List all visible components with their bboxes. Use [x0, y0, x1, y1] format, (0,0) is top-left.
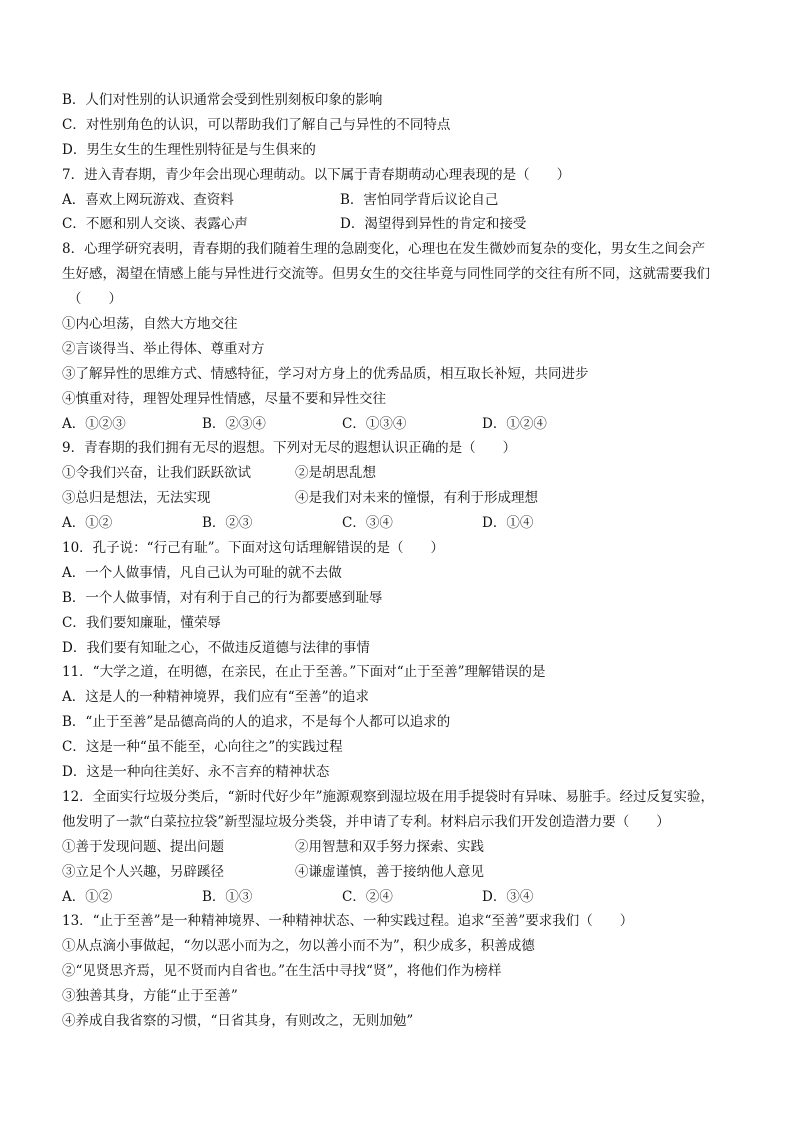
q8-statement-3: ③了解异性的思维方式、情感特征，学习对方身上的优秀品质，相互取长补短，共同进步 — [62, 365, 589, 382]
q8-option-d: D．①②④ — [482, 415, 547, 432]
q12-option-c: C．②④ — [342, 888, 393, 905]
q9-statement-3: ③总归是想法，无法实现 — [62, 490, 211, 507]
q7-option-a: A．喜欢上网玩游戏、查资料 — [62, 191, 234, 208]
q8-stem-line3: （ ） — [68, 291, 122, 308]
q11-option-d: D．这是一种向往美好、永不言弃的精神状态 — [62, 764, 330, 781]
q12-statement-3: ③立足个人兴趣，另辟蹊径 — [62, 863, 224, 880]
q8-statement-2: ②言谈得当、举止得体、尊重对方 — [62, 340, 265, 357]
q13-statement-3: ③独善其身，方能“止于至善” — [62, 988, 238, 1005]
q9-option-a: A．①② — [62, 515, 113, 532]
q13-statement-2: ②“见贤思齐焉，见不贤而内自省也。”在生活中寻找“贤”，将他们作为榜样 — [62, 963, 502, 980]
q8-option-b: B．②③④ — [202, 415, 266, 432]
q12-statement-1: ①善于发现问题、提出问题 — [62, 838, 224, 855]
q9-option-d: D．①④ — [482, 515, 534, 532]
q8-stem-line2: 生好感，渴望在情感上能与异性进行交流等。但男女生的交往毕竟与同性同学的交往有所不同，这就需要我们 — [62, 266, 710, 283]
q7-options-row2 — [62, 212, 752, 237]
q10-stem: 10．孔子说：“行己有耻”。下面对这句话理解错误的是（ ） — [62, 540, 444, 557]
q8-statement-4: ④慎重对待，理智处理异性情感，尽量不要和异性交往 — [62, 390, 386, 407]
q12-statements-row2 — [62, 860, 752, 885]
q9-statement-2: ②是胡思乱想 — [295, 465, 376, 482]
q8-option-a: A．①②③ — [62, 415, 126, 432]
q10-option-a: A．一个人做事情，凡自己认为可耻的就不去做 — [62, 564, 342, 581]
q12-statements-row1 — [62, 835, 752, 860]
q6-option-c: C．对性别角色的认识，可以帮助我们了解自己与异性的不同特点 — [62, 116, 451, 133]
q9-stem: 9．青春期的我们拥有无尽的遐想。下列对无尽的遐想认识正确的是（ ） — [62, 440, 517, 457]
q12-stem-line1: 12．全面实行垃圾分类后，“新时代好少年”施源观察到湿垃圾在用手提袋时有异味、易脏手。经过反复实验， — [62, 788, 714, 805]
q8-stem-line1: 8．心理学研究表明，青春期的我们随着生理的急剧变化，心理也在发生微妙而复杂的变化，男女生之间会产 — [62, 241, 706, 258]
q6-option-b: B．人们对性别的认识通常会受到性别刻板印象的影响 — [62, 92, 383, 108]
q8-statement-1: ①内心坦荡，自然大方地交往 — [62, 316, 238, 333]
q7-option-b: B．害怕同学背后议论自己 — [340, 191, 499, 208]
exam-page — [62, 88, 752, 1034]
q9-statement-4: ④是我们对未来的憧憬，有利于形成理想 — [295, 490, 538, 507]
q7-options-row1 — [62, 188, 752, 213]
q9-statement-1: ①令我们兴奋，让我们跃跃欲试 — [62, 465, 251, 482]
q8-option-c: C．①③④ — [342, 415, 407, 432]
q11-option-a: A．这是人的一种精神境界，我们应有“至善”的追求 — [62, 689, 370, 706]
q9-statements-row1 — [62, 461, 752, 486]
q12-stem-line2: 他发明了一款“白菜拉拉袋”新型湿垃圾分类袋，并申请了专利。材料启示我们开发创造潜力要（ ） — [62, 813, 670, 830]
q10-option-b: B．一个人做事情，对有利于自己的行为都要感到耻辱 — [62, 589, 383, 606]
q6-option-d: D．男生女生的生理性别特征是与生俱来的 — [62, 141, 316, 158]
q9-option-c: C．③④ — [342, 515, 393, 532]
q13-stem: 13．“止于至善”是一种精神境界、一种精神状态、一种实践过程。追求“至善”要求我们（ ） — [62, 913, 634, 930]
q12-option-a: A．①② — [62, 888, 113, 905]
q12-option-d: D．③④ — [482, 888, 534, 905]
q7-option-d: D．渴望得到异性的肯定和接受 — [340, 216, 527, 233]
q9-options — [62, 511, 752, 536]
q7-option-c: C．不愿和别人交谈、表露心声 — [62, 216, 248, 233]
q10-option-d: D．我们要有知耻之心，不做违反道德与法律的事情 — [62, 639, 370, 656]
q12-statement-2: ②用智慧和双手努力探索、实践 — [295, 838, 484, 855]
q11-stem: 11．“大学之道，在明德，在亲民，在止于至善。”下面对“止于至善”理解错误的是 — [62, 664, 546, 681]
q12-options — [62, 885, 752, 910]
q11-option-c: C．这是一种“虽不能至，心向往之”的实践过程 — [62, 739, 343, 756]
q8-options — [62, 412, 752, 437]
q9-option-b: B．②③ — [202, 515, 253, 532]
q13-statement-1: ①从点滴小事做起，“勿以恶小而为之，勿以善小而不为”，积少成多，积善成德 — [62, 938, 535, 955]
q10-option-c: C．我们要知廉耻，懂荣辱 — [62, 614, 221, 631]
q9-statements-row2 — [62, 486, 752, 511]
q12-option-b: B．①③ — [202, 888, 253, 905]
q12-statement-4: ④谦虚谨慎，善于接纳他人意见 — [295, 863, 484, 880]
q11-option-b: B．“止于至善”是品德高尚的人的追求，不是每个人都可以追求的 — [62, 714, 451, 731]
q13-statement-4: ④养成自我省察的习惯，“日省其身，有则改之，无则加勉” — [62, 1012, 414, 1029]
q7-stem: 7．进入青春期，青少年会出现心理萌动。以下属于青春期萌动心理表现的是（ ） — [62, 166, 571, 183]
